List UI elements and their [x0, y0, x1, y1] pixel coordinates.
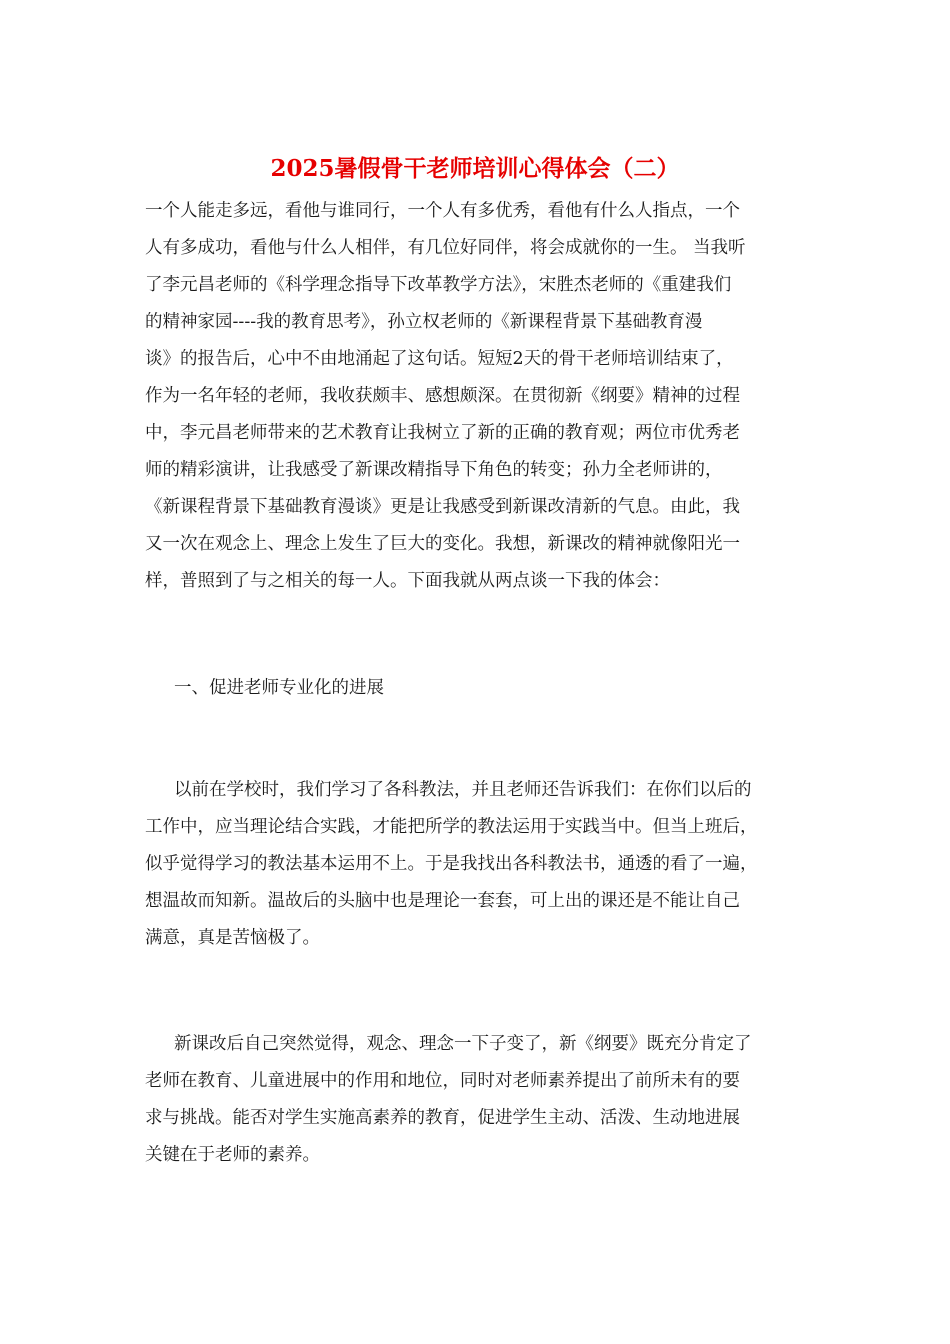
- text-line: 新课改后自己突然觉得，观念、理念一下子变了，新《纲要》既充分肯定了: [174, 1034, 752, 1054]
- text-line: 老师在教育、儿童进展中的作用和地位，同时对老师素养提出了前所未有的要: [145, 1071, 740, 1091]
- text-line: 又一次在观念上、理念上发生了巨大的变化。我想，新课改的精神就像阳光一: [145, 534, 740, 554]
- text-line: 一个人能走多远，看他与谁同行，一个人有多优秀，看他有什么人指点，一个: [145, 201, 740, 221]
- text-line: 人有多成功，看他与什么人相伴，有几位好同伴，将会成就你的一生。 当我听: [145, 238, 746, 258]
- text-line: 以前在学校时，我们学习了各科教法，并且老师还告诉我们：在你们以后的: [174, 780, 752, 800]
- text-line: 师的精彩演讲，让我感受了新课改精指导下角色的转变；孙力全老师讲的，: [145, 460, 723, 480]
- text-line: 了李元昌老师的《科学理念指导下改革教学方法》，宋胜杰老师的《重建我们: [145, 275, 732, 295]
- text-line: 求与挑战。能否对学生实施高素养的教育，促进学生主动、活泼、生动地进展: [145, 1108, 740, 1128]
- document-title: 2025暑假骨干老师培训心得体会（二）: [270, 155, 680, 182]
- text-line: 中，李元昌老师带来的艺术教育让我树立了新的正确的教育观；两位市优秀老: [145, 423, 740, 443]
- text-line: 《新课程背景下基础教育漫谈》更是让我感受到新课改清新的气息。由此，我: [145, 497, 740, 517]
- text-line: 工作中，应当理论结合实践，才能把所学的教法运用于实践当中。但当上班后，: [145, 817, 758, 837]
- text-line: 想温故而知新。温故后的头脑中也是理论一套套，可上出的课还是不能让自己: [145, 891, 740, 911]
- text-line: 样，普照到了与之相关的每一人。下面我就从两点谈一下我的体会：: [145, 571, 670, 591]
- text-line: 作为一名年轻的老师，我收获颇丰、感想颇深。在贯彻新《纲要》精神的过程: [145, 386, 740, 406]
- text-line: 关键在于老师的素养。: [145, 1145, 320, 1165]
- text-line: 满意，真是苦恼极了。: [145, 928, 320, 948]
- text-line: 谈》的报告后，心中不由地涌起了这句话。短短2天的骨干老师培训结束了，: [145, 349, 734, 369]
- section-heading: 一、促进老师专业化的进展: [174, 678, 384, 698]
- text-line: 的精神家园----我的教育思考》，孙立权老师的《新课程背景下基础教育漫: [145, 312, 703, 332]
- text-line: 似乎觉得学习的教法基本运用不上。于是我找出各科教法书，通透的看了一遍，: [145, 854, 758, 874]
